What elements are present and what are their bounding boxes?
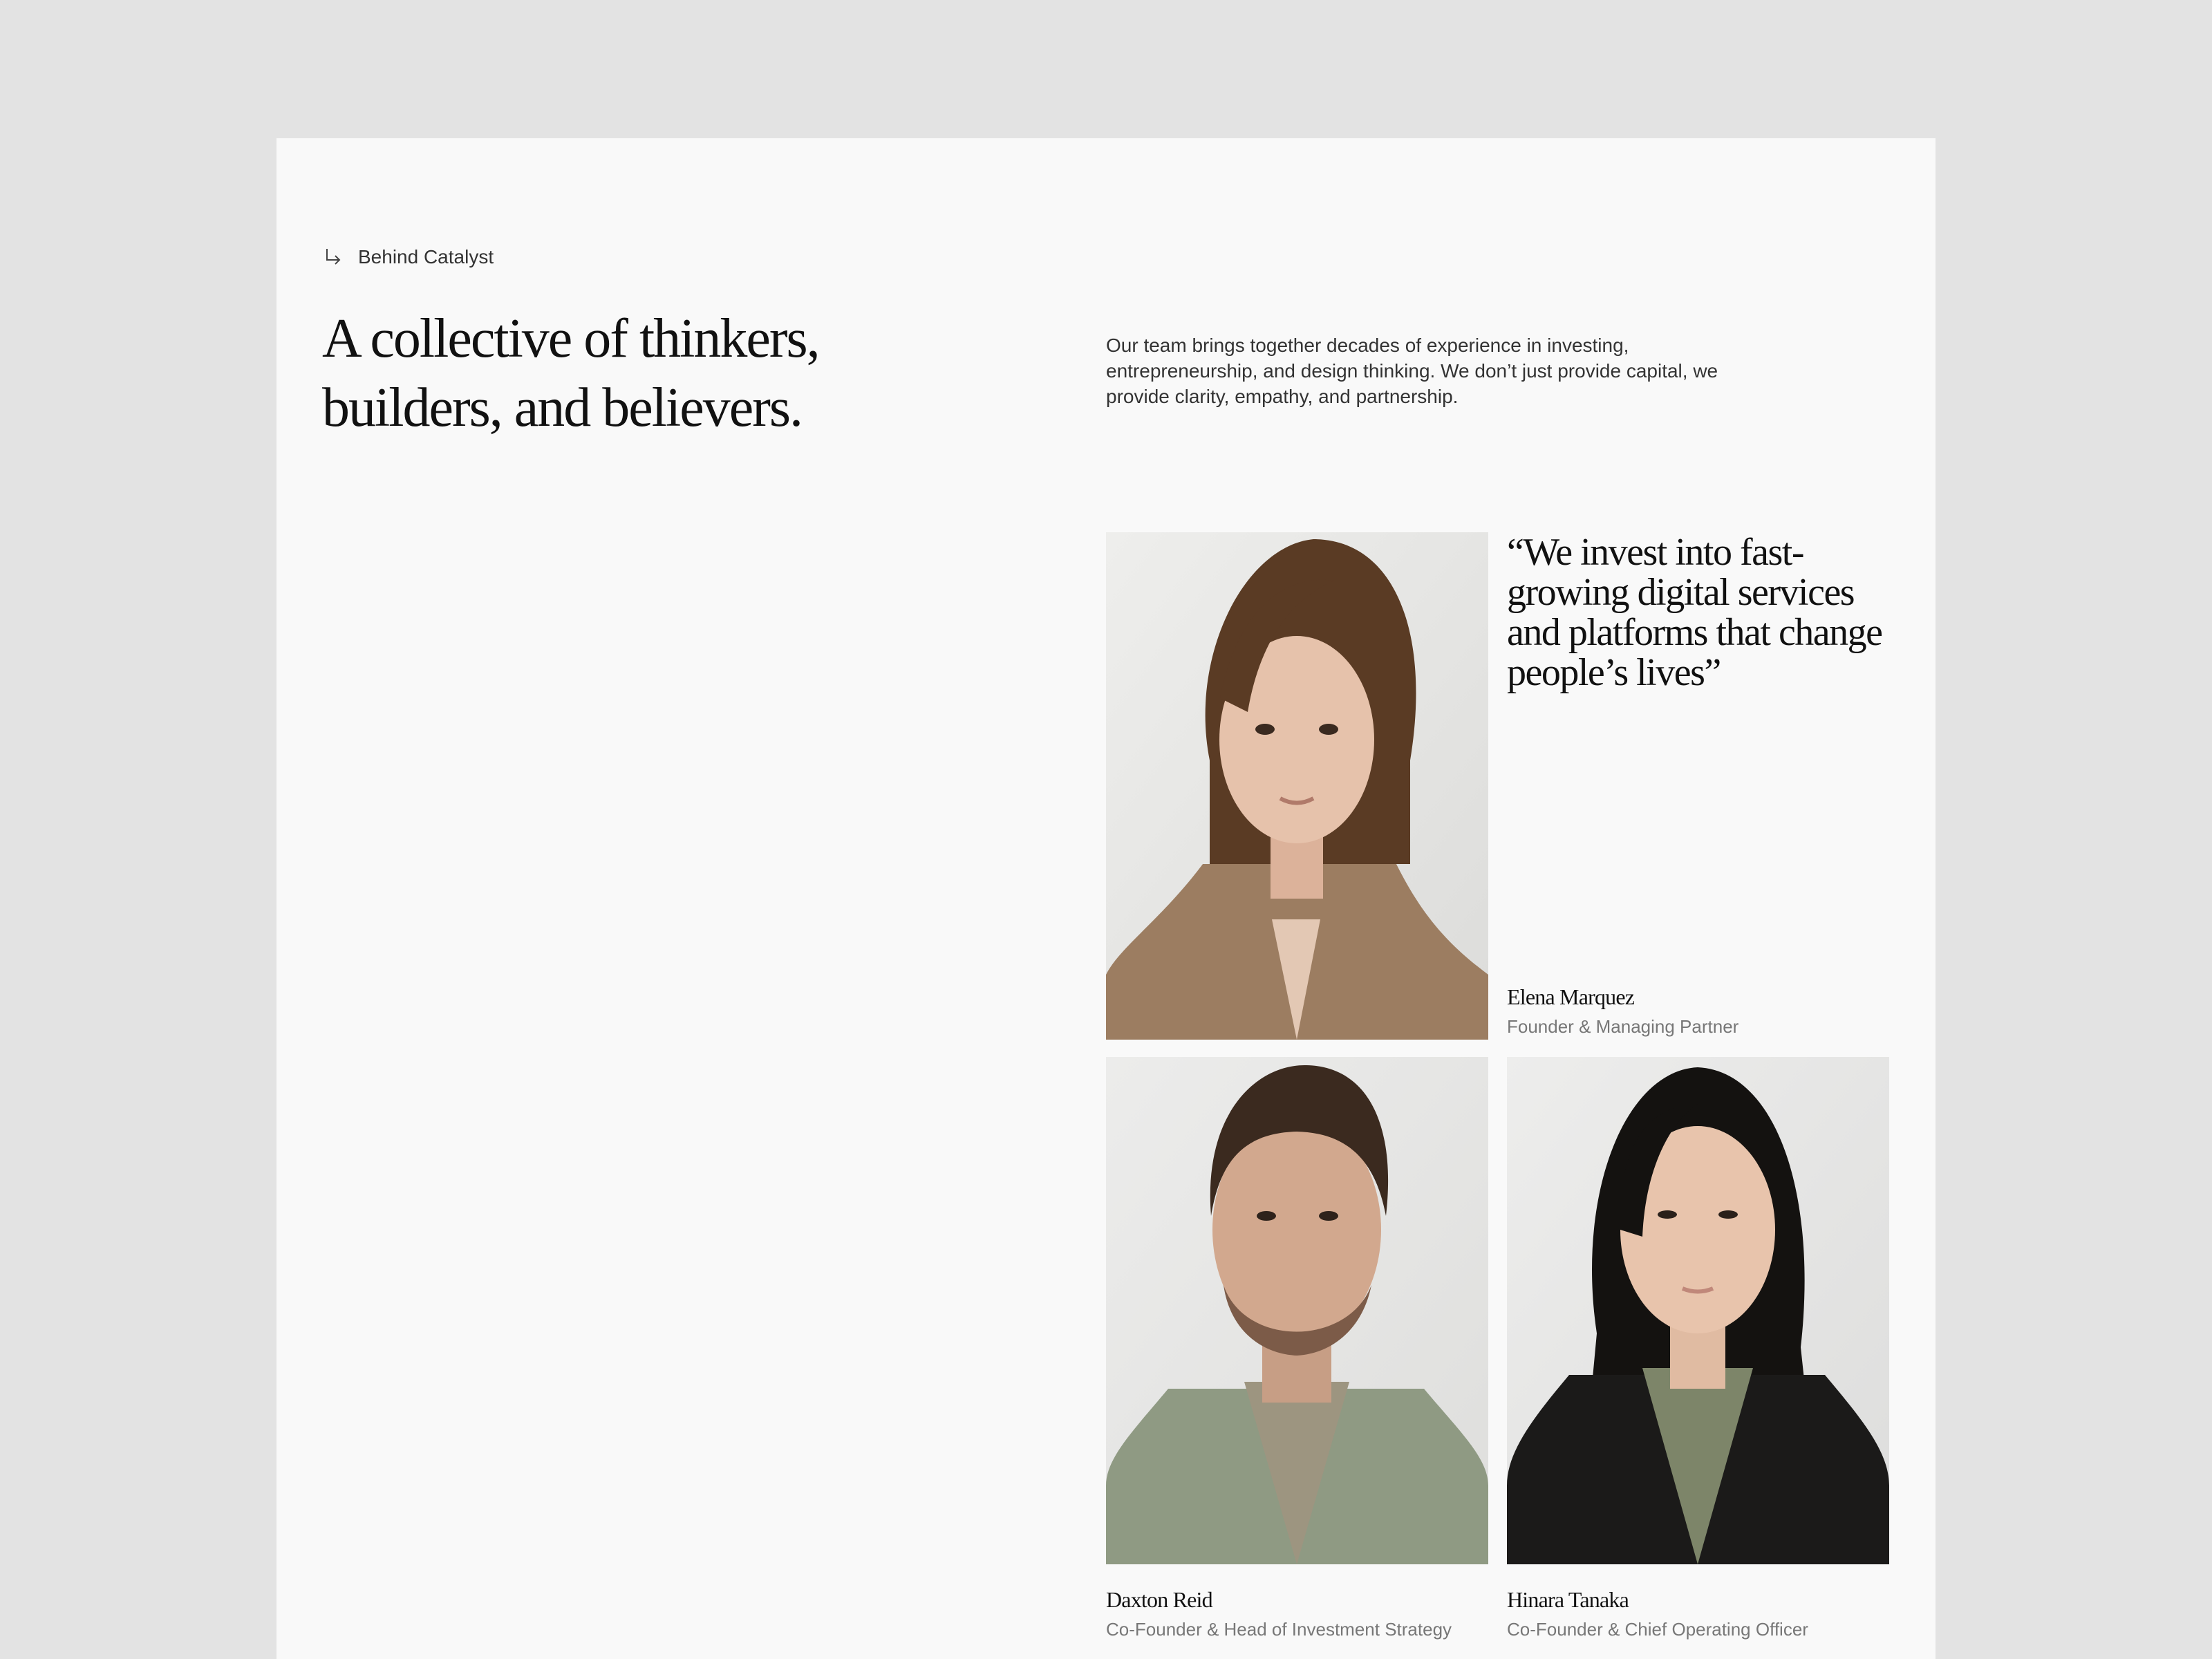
section-intro: Our team brings together decades of experience in investing, entrepreneurship, and design thinking. We don’t just provide capital, we provide clarity, empathy, and partnership. — [1106, 335, 1718, 407]
portrait-daxton-reid — [1106, 1057, 1488, 1564]
portrait-elena-marquez — [1106, 532, 1488, 1040]
headline-line-1: A collective of thinkers, — [322, 308, 819, 369]
portrait-hinara-tanaka — [1507, 1057, 1889, 1564]
arrow-down-right-icon — [322, 247, 343, 268]
founder-quote: “We invest into fast-growing digital services and platforms that change people’s lives” — [1507, 531, 1882, 694]
team-member-name: Daxton Reid — [1106, 1587, 1212, 1612]
team-section — [276, 138, 1936, 1659]
team-member-name: Elena Marquez — [1507, 984, 1635, 1009]
team-member-name: Hinara Tanaka — [1507, 1587, 1629, 1612]
team-member-role: Co-Founder & Head of Investment Strategy — [1106, 1619, 1452, 1640]
team-member-role: Founder & Managing Partner — [1507, 1016, 1739, 1037]
team-member-role: Co-Founder & Chief Operating Officer — [1507, 1619, 1808, 1640]
section-headline — [322, 304, 1152, 442]
section-eyebrow — [322, 246, 494, 268]
headline-line-2: builders, and believers. — [322, 377, 802, 438]
eyebrow-label: Behind Catalyst — [358, 246, 494, 268]
